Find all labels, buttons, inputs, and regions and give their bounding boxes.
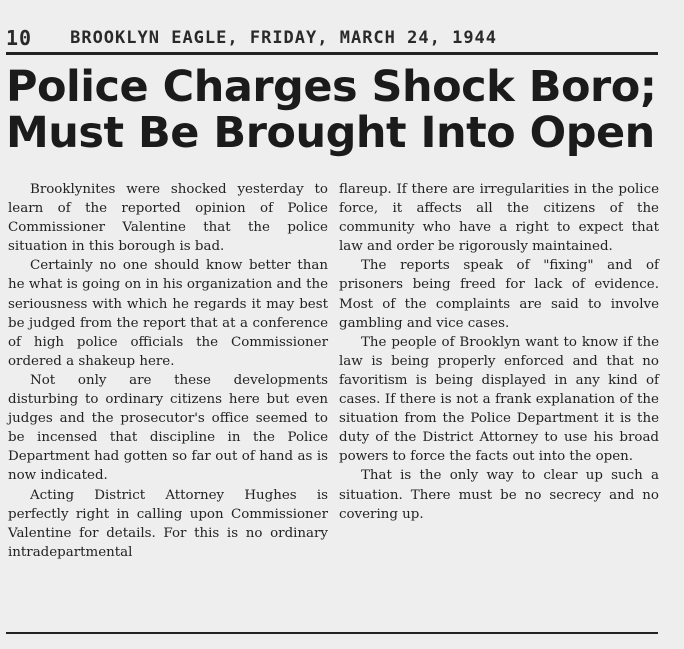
paragraph: Not only are these developments disturbing to ordinary citizens here but even judges and the prosecutor's office seemed to be incensed that discipline in the Police Department had gotten so far out of hand as is now indicated.: [8, 372, 328, 484]
paragraph: flareup. If there are irregularities in the police force, it affects all the citizens of the community who have a right to expect that law and order be rigorously maintained.: [339, 182, 659, 255]
paragraph: The reports speak of "fixing" and of prisoners being freed for lack of evidence. Most of the complaints are said to involve gambling and vice cases.: [339, 258, 659, 331]
headline-line-1: Police Charges Shock Boro;: [6, 62, 657, 112]
paragraph: The people of Brooklyn want to know if the law is being properly enforced and that no favoritism is being displayed in any kind of cases. If there is not a frank explanation of the situation from the Police Department it is the duty of the District Attorney to use his broad powers to force the facts out into the open.: [339, 334, 659, 465]
article-column-left: [8, 180, 328, 562]
page-number: 10: [6, 26, 33, 50]
paragraph: That is the only way to clear up such a situation. There must be no secrecy and no covering up.: [339, 468, 659, 522]
masthead: [6, 26, 656, 50]
masthead-rule: [6, 52, 658, 55]
bottom-rule: [6, 632, 658, 634]
headline-line-2: Must Be Brought Into Open: [6, 108, 655, 158]
masthead-text: BROOKLYN EAGLE, FRIDAY, MARCH 24, 1944: [70, 28, 498, 48]
paragraph: Acting District Attorney Hughes is perfectly right in calling upon Commissioner Valentine for details. For this is no ordinary intradepartmental: [8, 487, 328, 560]
article-column-right: [339, 180, 659, 524]
paragraph: Brooklynites were shocked yesterday to learn of the reported opinion of Police Commissioner Valentine that the police situation in this borough is bad.: [8, 182, 328, 255]
paragraph: Certainly no one should know better than he what is going on in his organization and the seriousness with which he regards it may best be judged from the report that at a conference of high police officials the Commissioner ordered a shakeup here.: [8, 258, 328, 369]
headline: [6, 64, 666, 156]
